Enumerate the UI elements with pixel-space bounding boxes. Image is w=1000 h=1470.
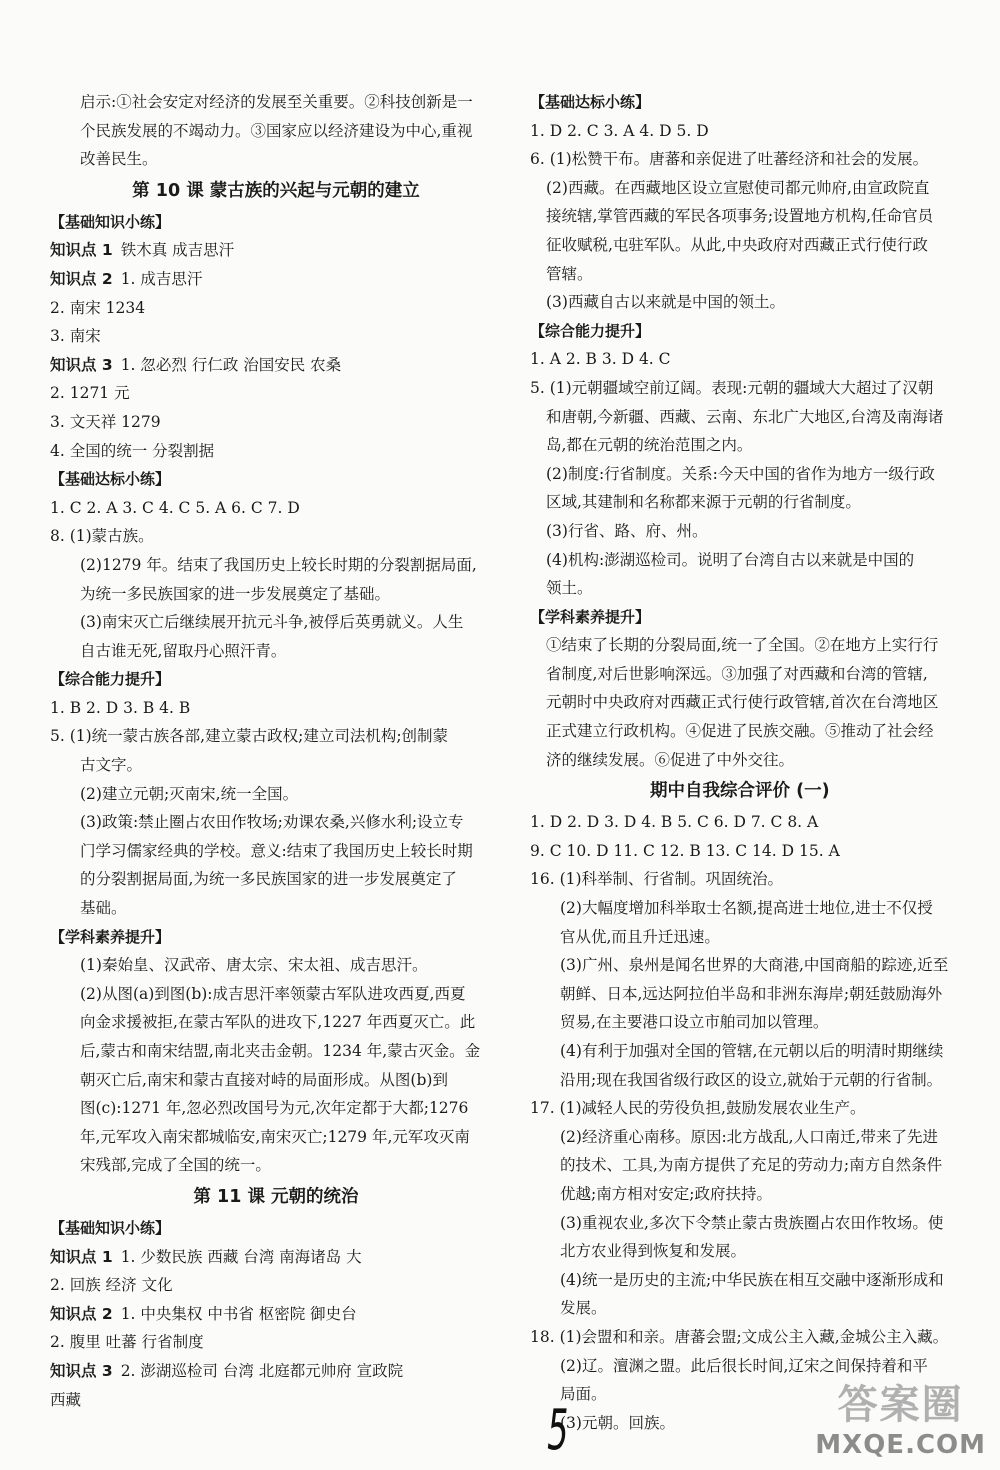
line-text: 【综合能力提升】 xyxy=(530,321,651,340)
text-line xyxy=(50,408,502,437)
text-line xyxy=(530,1123,980,1152)
line-text: 朝鲜、日本,远达阿拉伯半岛和非洲东海岸;朝廷鼓励海外 xyxy=(560,984,943,1003)
text-line xyxy=(50,608,502,637)
line-text: 的技术、工具,为南方提供了充足的劳动力;南方自然条件 xyxy=(560,1156,943,1175)
text-line xyxy=(530,688,980,717)
watermark-url: MXQE.COM xyxy=(815,1430,986,1460)
knowledge-point-label: 知识点 3 xyxy=(50,355,113,374)
line-text: 岛,都在元朝的统治范围之内。 xyxy=(546,436,753,455)
line-text: 铁木真 成吉思汗 xyxy=(120,241,235,260)
line-text: 为统一多民族国家的进一步发展奠定了基础。 xyxy=(80,584,391,603)
line-text: 征收赋税,屯驻军队。从此,中央政府对西藏正式行使行政 xyxy=(546,235,928,254)
line-text: 正式建立行政机构。④促进了民族交融。⑤推动了社会经 xyxy=(546,722,934,741)
line-text: 第 10 课 蒙古族的兴起与元朝的建立 xyxy=(132,180,420,201)
text-line xyxy=(50,1243,502,1272)
text-line xyxy=(50,494,502,523)
section-heading xyxy=(50,1214,502,1243)
knowledge-point-label: 知识点 2 xyxy=(50,269,113,288)
text-line xyxy=(50,351,502,380)
text-line xyxy=(530,1294,980,1323)
text-line xyxy=(530,460,980,489)
line-text: 【基础达标小练】 xyxy=(530,93,651,111)
line-text: (3)重视农业,多次下令禁止蒙古贵族圈占农田作牧场。使 xyxy=(560,1213,944,1232)
line-text: 3. 文天祥 1279 xyxy=(50,412,161,431)
text-line xyxy=(530,1008,980,1037)
text-line xyxy=(530,117,980,146)
line-text: 期中自我综合评价 (一) xyxy=(650,781,830,802)
line-text: 元朝时中央政府对西藏正式行使行政管辖,首次在台湾地区 xyxy=(546,693,939,712)
line-text: (3)行省、路、府、州。 xyxy=(546,521,708,540)
text-line xyxy=(50,951,502,980)
line-text: 1. 中央集权 中书省 枢密院 御史台 xyxy=(120,1304,357,1323)
line-text: 1. 成吉思汗 xyxy=(120,269,203,288)
watermark xyxy=(815,1373,986,1460)
line-text: 6. (1)松赞干布。唐蕃和亲促进了吐蕃经济和社会的发展。 xyxy=(530,150,929,169)
text-line xyxy=(50,379,502,408)
text-line xyxy=(50,522,502,551)
line-text: (2)建立元朝;灭南宋,统一全国。 xyxy=(80,784,299,803)
text-line xyxy=(530,865,980,894)
text-line xyxy=(50,751,502,780)
line-text: 图(c):1271 年,忽必烈改国号为元,次年定都于大都;1276 xyxy=(80,1099,469,1118)
line-text: 改善民生。 xyxy=(80,150,158,169)
text-line xyxy=(50,117,502,146)
lesson-title xyxy=(50,1180,502,1214)
line-text: (3)广州、泉州是闻名世界的大商港,中国商船的踪迹,近至 xyxy=(560,956,949,975)
knowledge-point-label: 知识点 1 xyxy=(50,241,113,260)
line-text: 局面。 xyxy=(560,1385,607,1404)
text-line xyxy=(50,236,502,265)
line-text: 18. (1)会盟和和亲。唐蕃会盟;文成公主入藏,金城公主入藏。 xyxy=(530,1327,949,1346)
text-line xyxy=(50,551,502,580)
text-line xyxy=(50,980,502,1009)
line-text: 2. 回族 经济 文化 xyxy=(50,1276,173,1295)
section-heading xyxy=(50,665,502,694)
text-line xyxy=(50,1094,502,1123)
line-text: 古文字。 xyxy=(80,756,143,775)
text-line xyxy=(50,437,502,466)
text-line xyxy=(530,431,980,460)
line-text: 贸易,在主要港口设立市舶司加以管理。 xyxy=(560,1013,829,1032)
section-heading xyxy=(530,317,980,346)
section-heading xyxy=(50,465,502,494)
line-text: 优越;南方相对安定;政府扶持。 xyxy=(560,1184,772,1203)
text-line xyxy=(530,403,980,432)
line-text: (2)1279 年。结束了我国历史上较长时期的分裂割据局面, xyxy=(80,555,477,574)
line-text: 领土。 xyxy=(546,579,593,598)
text-line xyxy=(530,488,980,517)
line-text: (4)有利于加强对全国的管辖,在元朝以后的明清时期继续 xyxy=(560,1042,944,1060)
line-text: 2. 1271 元 xyxy=(50,384,130,403)
text-line xyxy=(50,694,502,723)
line-text: (3)南宋灭亡后继续展开抗元斗争,被俘后英勇就义。人生 xyxy=(80,613,464,632)
line-text: 1. 忽必烈 行仁政 治国安民 农桑 xyxy=(120,355,342,374)
text-line xyxy=(50,294,502,323)
line-text: 的分裂割据局面,为统一多民族国家的进一步发展奠定了 xyxy=(80,870,457,889)
line-text: 9. C 10. D 11. C 12. B 13. C 14. D 15. A xyxy=(530,841,840,860)
line-text: 8. (1)蒙古族。 xyxy=(50,527,154,546)
right-column xyxy=(530,88,980,1437)
text-line xyxy=(50,1066,502,1095)
line-text: (3)元朝。回族。 xyxy=(560,1413,675,1432)
text-line xyxy=(50,1037,502,1066)
line-text: 5. (1)元朝疆域空前辽阔。表现:元朝的疆域大大超过了汉朝 xyxy=(530,378,934,397)
line-text: 年,元军攻入南宋都城临安,南宋灭亡;1279 年,元军攻灭南 xyxy=(80,1127,470,1146)
line-text: (4)机构:澎湖巡检司。说明了台湾自古以来就是中国的 xyxy=(546,550,915,569)
line-text: 2. 南宋 1234 xyxy=(50,298,146,317)
text-line xyxy=(50,1151,502,1180)
line-text: ①结束了长期的分裂局面,统一了全国。②在地方上实行行 xyxy=(546,636,939,655)
section-heading xyxy=(50,208,502,237)
line-text: 宋残部,完成了全国的统一。 xyxy=(80,1156,271,1175)
text-line xyxy=(50,865,502,894)
line-text: (3)政策:禁止圈占农田作牧场;劝课农桑,兴修水利;设立专 xyxy=(80,813,464,832)
page-number: 5 xyxy=(547,1398,569,1463)
line-text: (2)从图(a)到图(b):成吉思汗率领蒙古军队进攻西夏,西夏 xyxy=(80,984,466,1003)
line-text: 4. 全国的统一 分裂割据 xyxy=(50,441,215,460)
line-text: 1. A 2. B 3. D 4. C xyxy=(530,350,671,369)
line-text: 【综合能力提升】 xyxy=(50,670,171,689)
text-line xyxy=(530,1237,980,1266)
line-text: 2. 澎湖巡检司 台湾 北庭都元帅府 宣政院 xyxy=(120,1361,404,1380)
line-text: 发展。 xyxy=(560,1299,607,1318)
text-line xyxy=(530,746,980,775)
text-line xyxy=(530,374,980,403)
text-line xyxy=(530,260,980,289)
line-text: (3)西藏自古以来就是中国的领土。 xyxy=(546,293,785,312)
text-line xyxy=(530,1151,980,1180)
text-line xyxy=(530,174,980,203)
line-text: 基础。 xyxy=(80,899,127,918)
line-text: 后,蒙古和南宋结盟,南北夹击金朝。1234 年,蒙古灭金。金 xyxy=(80,1042,481,1060)
text-line xyxy=(50,808,502,837)
text-line xyxy=(50,580,502,609)
text-line xyxy=(530,808,980,837)
line-text: 1. D 2. D 3. D 4. B 5. C 6. D 7. C 8. A xyxy=(530,813,819,832)
line-text: 16. (1)科举制、行省制。巩固统治。 xyxy=(530,870,784,889)
line-text: 沿用;现在我国省级行政区的设立,就始于元朝的行省制。 xyxy=(560,1070,943,1089)
text-line xyxy=(50,1123,502,1152)
line-text: 区域,其建制和名称都来源于元朝的行省制度。 xyxy=(546,493,861,512)
line-text: 【基础达标小练】 xyxy=(50,470,171,489)
text-line xyxy=(50,837,502,866)
line-text: 【学科素养提升】 xyxy=(530,607,651,626)
line-text: 17. (1)减轻人民的劳役负担,鼓励发展农业生产。 xyxy=(530,1099,866,1118)
section-heading xyxy=(530,88,980,117)
text-line xyxy=(50,894,502,923)
line-text: 西藏 xyxy=(50,1390,82,1409)
line-text: 省制度,对后世影响深远。③加强了对西藏和台湾的管辖, xyxy=(546,664,928,683)
text-line xyxy=(50,1386,502,1415)
line-text: 【基础知识小练】 xyxy=(50,212,171,231)
line-text: 1. B 2. D 3. B 4. B xyxy=(50,698,191,717)
line-text: 接统辖,掌管西藏的军民各项事务;设置地方机构,任命官员 xyxy=(546,207,934,226)
line-text: 向金求援被拒,在蒙古军队的进攻下,1227 年西夏灭亡。此 xyxy=(80,1013,476,1032)
text-line xyxy=(530,1037,980,1066)
line-text: (1)秦始皇、汉武帝、唐太宗、宋太祖、成吉思汗。 xyxy=(80,956,428,975)
line-text: 第 11 课 元朝的统治 xyxy=(193,1186,359,1207)
lesson-title xyxy=(50,174,502,208)
line-text: 1. D 2. C 3. A 4. D 5. D xyxy=(530,121,709,140)
text-line xyxy=(50,145,502,174)
text-line xyxy=(530,288,980,317)
line-text: 朝灭亡后,南宋和蒙古直接对峙的局面形成。从图(b)到 xyxy=(80,1070,448,1089)
line-text: (2)西藏。在西藏地区设立宣慰使司都元帅府,由宣政院直 xyxy=(546,178,930,197)
line-text: 3. 南宋 xyxy=(50,327,101,346)
text-line xyxy=(530,837,980,866)
text-line xyxy=(50,88,502,117)
line-text: 官从优,而且升迁迅速。 xyxy=(560,927,720,946)
text-line xyxy=(50,722,502,751)
text-line xyxy=(530,894,980,923)
text-line xyxy=(530,1266,980,1295)
text-line xyxy=(50,637,502,666)
line-text: 和唐朝,今新疆、西藏、云南、东北广大地区,台湾及南海诸 xyxy=(546,407,944,426)
text-line xyxy=(50,1357,502,1386)
left-column xyxy=(50,88,502,1414)
line-text: (2)经济重心南移。原因:北方战乱,人口南迁,带来了先进 xyxy=(560,1127,939,1146)
text-line xyxy=(530,202,980,231)
text-line xyxy=(530,717,980,746)
line-text: 自古谁无死,留取丹心照汗青。 xyxy=(80,641,287,660)
text-line xyxy=(530,345,980,374)
text-line xyxy=(530,951,980,980)
line-text: (2)大幅度增加科举取士名额,提高进士地位,进士不仅授 xyxy=(560,899,933,918)
text-line xyxy=(530,631,980,660)
text-line xyxy=(530,1209,980,1238)
knowledge-point-label: 知识点 2 xyxy=(50,1304,113,1323)
knowledge-point-label: 知识点 3 xyxy=(50,1361,113,1380)
line-text: (4)统一是历史的主流;中华民族在相互交融中逐渐形成和 xyxy=(560,1270,944,1289)
watermark-logo: 答案圈 xyxy=(837,1382,964,1428)
text-line xyxy=(50,780,502,809)
text-line xyxy=(50,265,502,294)
text-line xyxy=(50,1271,502,1300)
knowledge-point-label: 知识点 1 xyxy=(50,1247,113,1266)
section-heading xyxy=(530,603,980,632)
text-line xyxy=(530,980,980,1009)
text-line xyxy=(530,923,980,952)
text-line xyxy=(50,1328,502,1357)
line-text: 管辖。 xyxy=(546,264,593,283)
line-text: 门学习儒家经典的学校。意义:结束了我国历史上较长时期 xyxy=(80,841,473,860)
lesson-title xyxy=(530,774,980,808)
text-line xyxy=(530,574,980,603)
text-line xyxy=(530,145,980,174)
text-line xyxy=(530,517,980,546)
text-line xyxy=(50,1300,502,1329)
text-line xyxy=(530,1094,980,1123)
section-heading xyxy=(50,923,502,952)
text-line xyxy=(530,1180,980,1209)
line-text: 启示:①社会安定对经济的发展至关重要。②科技创新是一 xyxy=(80,93,473,111)
line-text: 【基础知识小练】 xyxy=(50,1218,171,1237)
line-text: 1. 少数民族 西藏 台湾 南海诸岛 大 xyxy=(120,1247,362,1266)
text-line xyxy=(530,231,980,260)
text-line xyxy=(530,660,980,689)
line-text: 个民族发展的不竭动力。③国家应以经济建设为中心,重视 xyxy=(80,121,473,140)
text-line xyxy=(530,1066,980,1095)
text-line xyxy=(50,1008,502,1037)
text-line xyxy=(50,322,502,351)
line-text: 5. (1)统一蒙古族各部,建立蒙古政权;建立司法机构;创制蒙 xyxy=(50,727,449,746)
line-text: 1. C 2. A 3. C 4. C 5. A 6. C 7. D xyxy=(50,498,300,517)
line-text: 济的继续发展。⑥促进了中外交往。 xyxy=(546,750,795,769)
line-text: 北方农业得到恢复和发展。 xyxy=(560,1242,747,1261)
line-text: (2)辽。澶渊之盟。此后很长时间,辽宋之间保持着和平 xyxy=(560,1356,928,1375)
text-line xyxy=(530,1323,980,1352)
line-text: (2)制度:行省制度。关系:今天中国的省作为地方一级行政 xyxy=(546,464,935,483)
line-text: 【学科素养提升】 xyxy=(50,927,171,946)
line-text: 2. 腹里 吐蕃 行省制度 xyxy=(50,1333,204,1352)
text-line xyxy=(530,546,980,575)
